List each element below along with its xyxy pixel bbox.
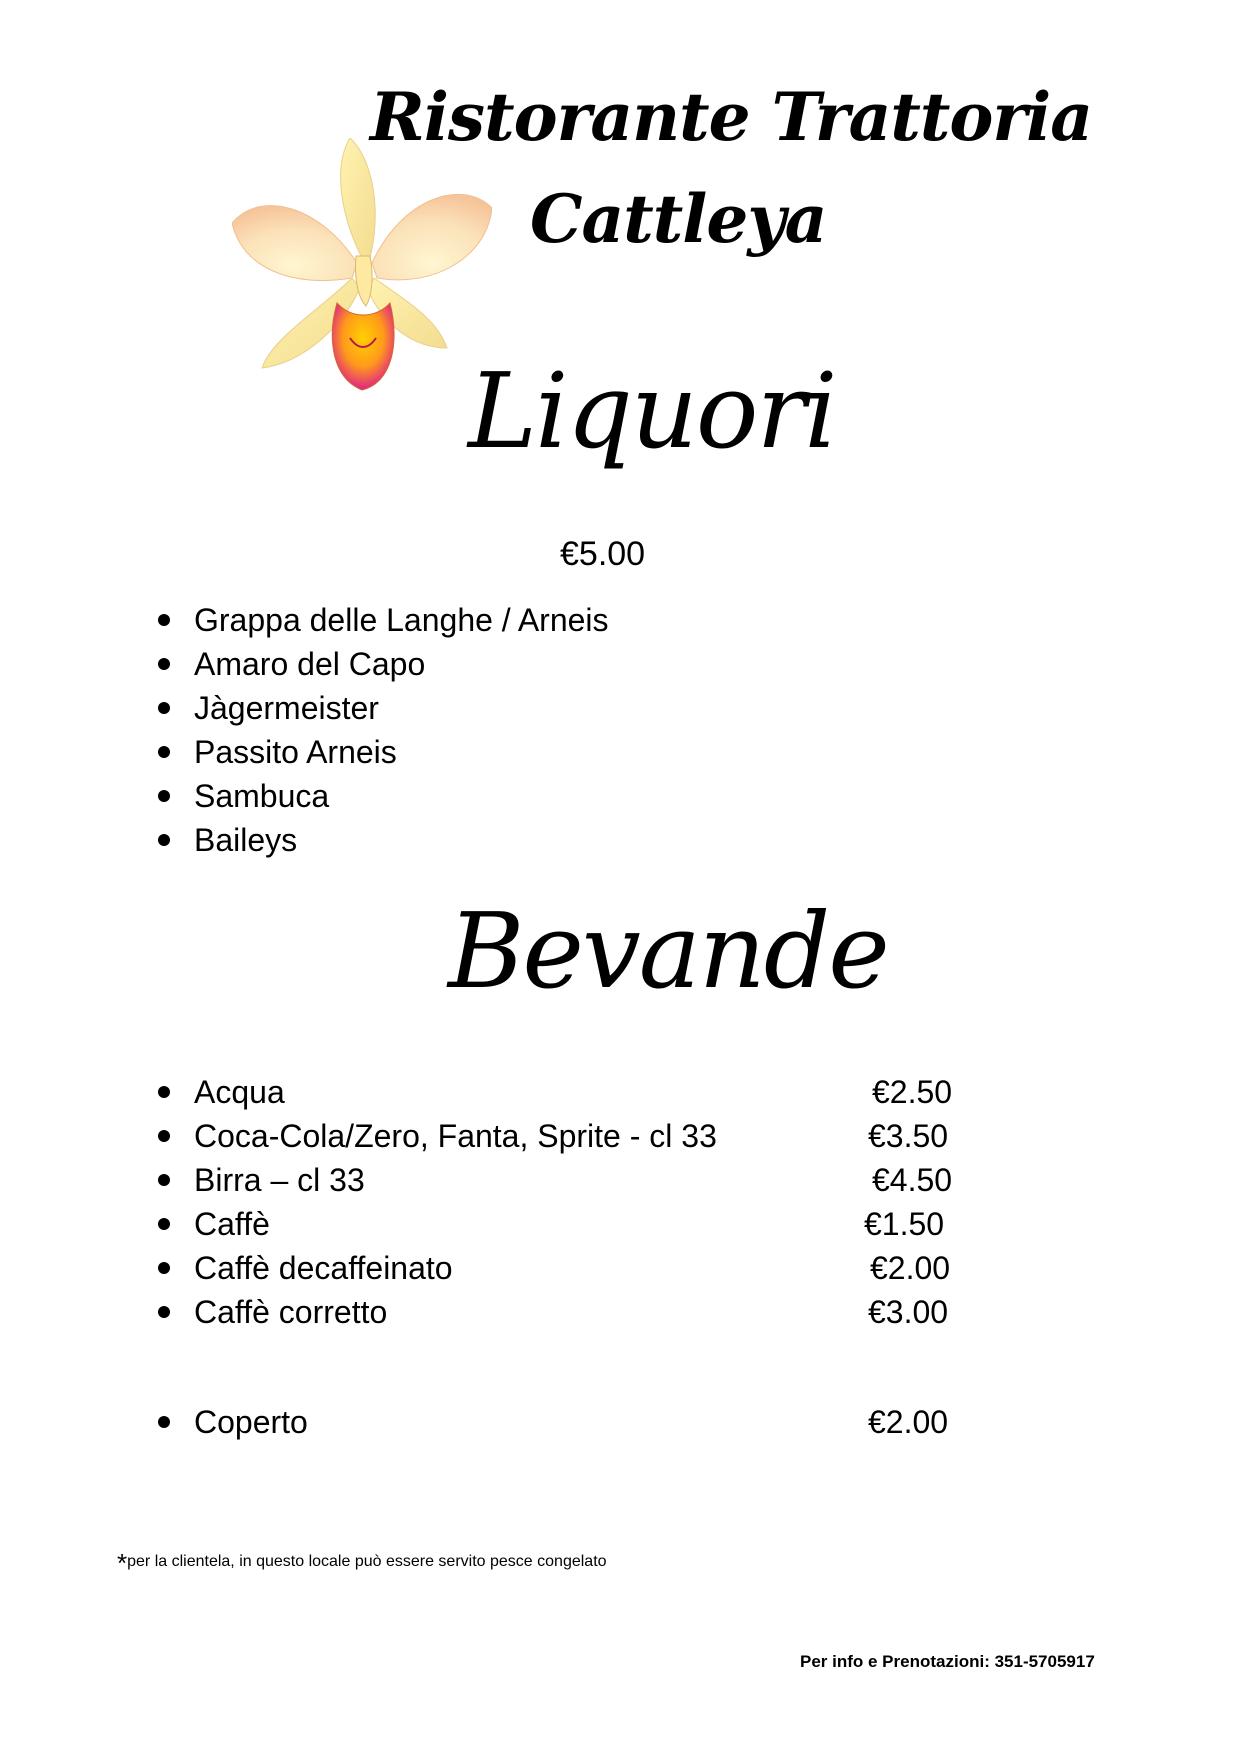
bullet: [158, 1130, 170, 1142]
bullet: [158, 1218, 170, 1230]
bullet: [158, 1262, 170, 1274]
item-name: Passito Arneis: [194, 734, 397, 770]
bullet: [158, 702, 170, 714]
item-price: €3.00: [868, 1294, 949, 1330]
item-name: Grappa delle Langhe / Arneis: [194, 602, 609, 638]
restaurant-name-line2: Cattleya: [530, 180, 827, 258]
liquori-price: €5.00: [560, 535, 646, 573]
footnote: [117, 1548, 607, 1579]
item-price: €1.50: [864, 1206, 945, 1242]
contact-info: Per info e Prenotazioni: 351-5705917: [800, 1652, 1095, 1671]
bullet: [158, 1086, 170, 1098]
bullet: [158, 658, 170, 670]
item-name: Caffè: [194, 1206, 270, 1242]
item-name: Sambuca: [194, 778, 330, 814]
bullet: [158, 1174, 170, 1186]
item-name: Coca-Cola/Zero, Fanta, Sprite - cl 33: [194, 1118, 717, 1154]
item-name: Baileys: [194, 822, 298, 858]
item-price: €2.00: [870, 1250, 951, 1286]
item-price: €4.50: [872, 1162, 953, 1198]
bullet: [158, 1416, 170, 1428]
item-name: Amaro del Capo: [194, 646, 426, 682]
item-price: €2.00: [868, 1404, 949, 1440]
restaurant-name-line1: Ristorante Trattoria: [370, 78, 1093, 156]
item-price: €3.50: [868, 1118, 949, 1154]
bullet: [158, 614, 170, 626]
item-price: €2.50: [872, 1074, 953, 1110]
bullet: [158, 834, 170, 846]
item-name: Caffè decaffeinato: [194, 1250, 453, 1286]
bullet: [158, 790, 170, 802]
bullet: [158, 1306, 170, 1318]
orchid-flower-icon: [232, 138, 492, 398]
section-title-liquori: Liquori: [468, 350, 836, 472]
footnote-marker: *: [117, 1548, 128, 1578]
item-name: Caffè corretto: [194, 1294, 388, 1330]
item-name: Jàgermeister: [194, 690, 379, 726]
item-name: Acqua: [194, 1074, 285, 1110]
item-name: Birra – cl 33: [194, 1162, 365, 1198]
item-name: Coperto: [194, 1404, 308, 1440]
section-title-bevande: Bevande: [448, 890, 888, 1012]
bullet: [158, 746, 170, 758]
footnote-text: per la clientela, in questo locale può essere servito pesce congelato: [127, 1553, 607, 1570]
